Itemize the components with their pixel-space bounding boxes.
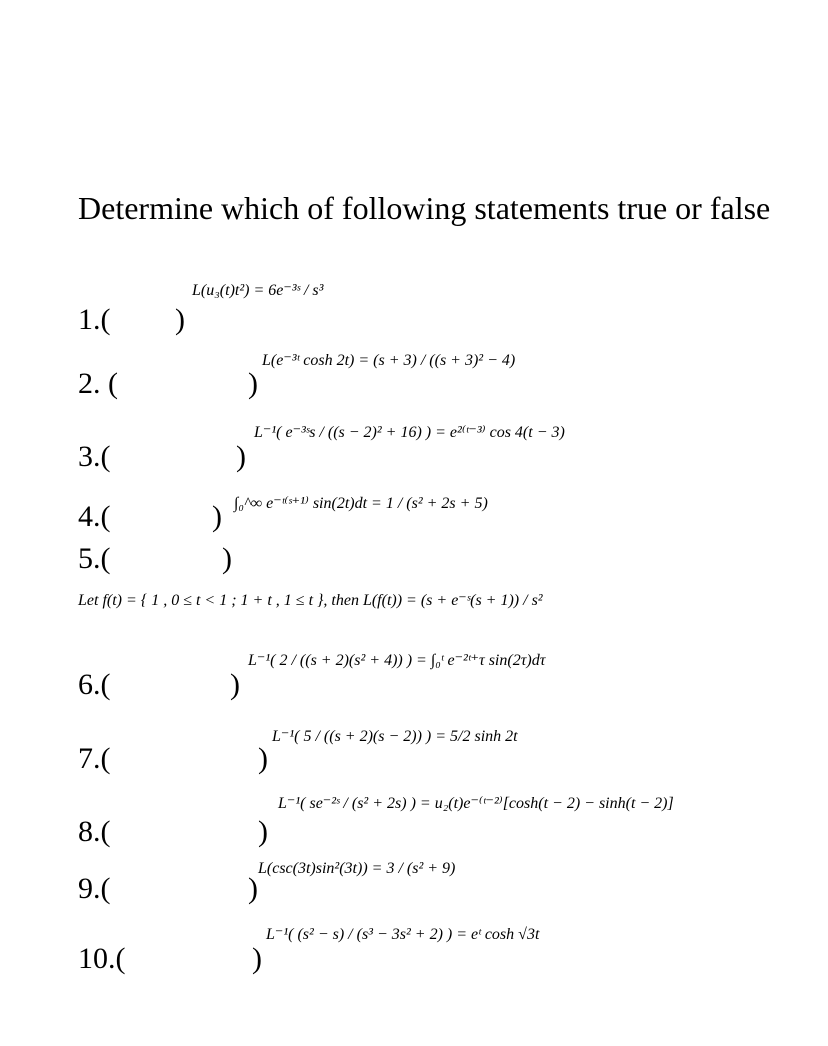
answer-blank-close: ) [212,500,222,533]
item-number: 5.( [78,542,111,575]
answer-blank-close: ) [175,303,185,336]
item-number: 3.( [78,440,111,473]
equation: ∫₀^∞ e⁻ᵗ⁽ˢ⁺¹⁾ sin(2t)dt = 1 / (s² + 2s + 5) [234,495,488,512]
item-number: 9.( [78,872,111,905]
item-number: 7.( [78,742,111,775]
equation: L⁻¹( e⁻³ˢs / ((s − 2)² + 16) ) = e²⁽ᵗ⁻³⁾ cos 4(t − 3) [254,424,565,441]
item-number: 6.( [78,668,111,701]
item-number: 10.( [78,942,126,975]
item-number: 8.( [78,815,111,848]
equation: L⁻¹( 5 / ((s + 2)(s − 2)) ) = 5/2 sinh 2t [272,728,518,745]
answer-blank-close: ) [222,542,232,575]
equation: L⁻¹( 2 / ((s + 2)(s² + 4)) ) = ∫₀ᵗ e⁻²ᵗ⁺τ sin(2τ)dτ [248,652,546,669]
equation: L(u₃(t)t²) = 6e⁻³ˢ / s³ [192,282,324,299]
equation: L⁻¹( se⁻²ˢ / (s² + 2s) ) = u₂(t)e⁻⁽ᵗ⁻²⁾[cosh(t − 2) − sinh(t − 2)] [278,795,674,812]
equation: L(csc(3t)sin²(3t)) = 3 / (s² + 9) [258,860,456,877]
equation: L⁻¹( (s² − s) / (s³ − 3s² + 2) ) = eᵗ cosh √3t [266,926,540,943]
equation: L(e⁻³ᵗ cosh 2t) = (s + 3) / ((s + 3)² − 4) [262,352,516,369]
answer-blank-close: ) [230,668,240,701]
answer-blank-close: ) [258,815,268,848]
equation: Let f(t) = { 1 , 0 ≤ t < 1 ; 1 + t , 1 ≤ t }, then L(f(t)) = (s + e⁻ˢ(s + 1)) / s² [78,592,543,609]
item-number: 1.( [78,303,111,336]
answer-blank-close: ) [258,742,268,775]
item-number: 4.( [78,500,111,533]
answer-blank-close: ) [248,872,258,905]
answer-blank-close: ) [252,942,262,975]
page-title: Determine which of following statements true or false [78,190,771,226]
answer-blank-close: ) [248,367,258,400]
item-number: 2. ( [78,367,118,400]
answer-blank-close: ) [236,440,246,473]
